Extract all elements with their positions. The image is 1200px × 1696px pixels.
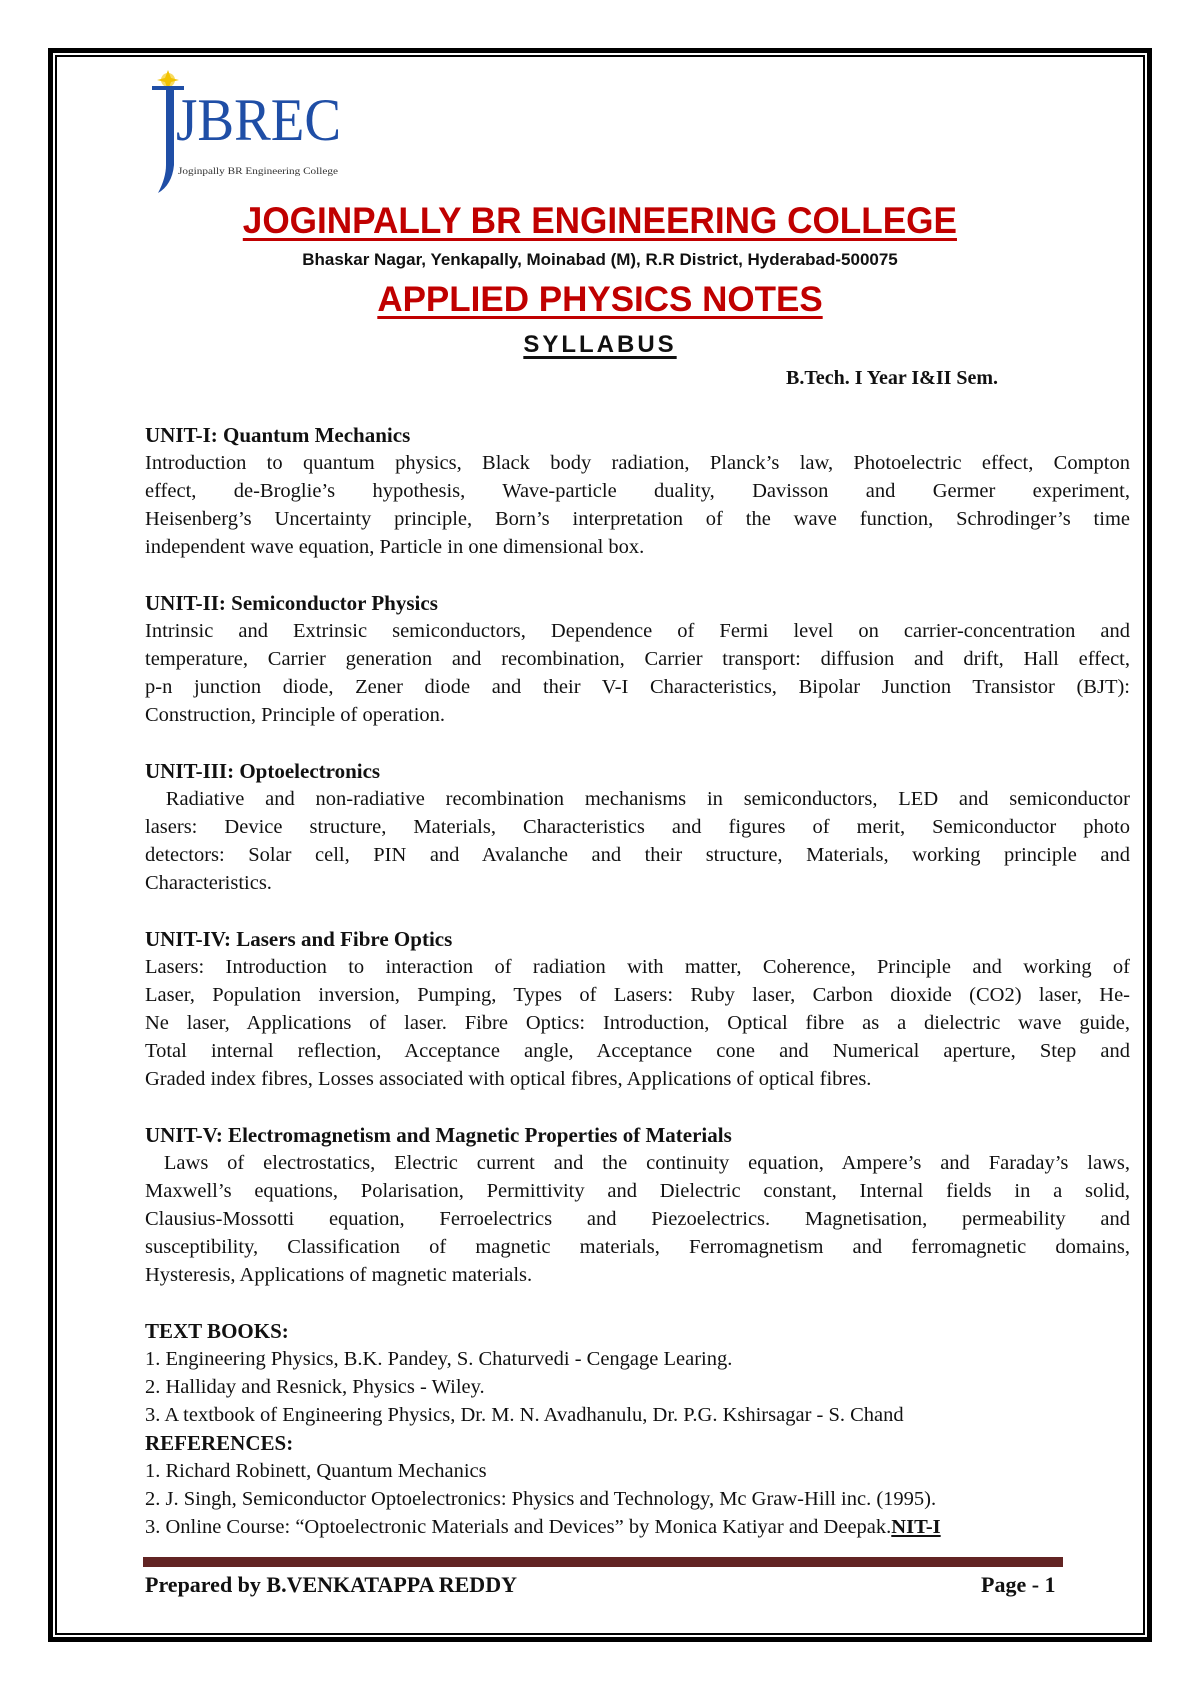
text-book-item: 2. Halliday and Resnick, Physics - Wiley. [145, 1376, 485, 1398]
college-logo [148, 70, 343, 195]
unit-text-line: Maxwell’s equations, Polarisation, Permittivity and Dielectric constant, Internal fields in a solid, [145, 1180, 1130, 1202]
unit-text-line: independent wave equation, Particle in one dimensional box. [145, 536, 645, 558]
syllabus-body [145, 421, 1130, 1541]
unit-text-line: temperature, Carrier generation and recombination, Carrier transport: diffusion and drift, Hall effect, [145, 648, 1130, 670]
semester-label: B.Tech. I Year I&II Sem. [786, 367, 999, 389]
unit-text-line: lasers: Device structure, Materials, Characteristics and figures of merit, Semiconductor photo [145, 816, 1130, 838]
logo-subtitle-text: Joginpally BR Engineering College [178, 166, 339, 176]
unit-text-line: Total internal reflection, Acceptance angle, Acceptance cone and Numerical aperture, Step and [145, 1040, 1130, 1062]
unit-text-line: p-n junction diode, Zener diode and their V-I Characteristics, Bipolar Junction Transistor (BJT): [145, 676, 1130, 698]
unit-section [145, 589, 1130, 729]
unit-heading: UNIT-III: Optoelectronics [145, 759, 381, 783]
unit-section [145, 1121, 1130, 1289]
logo-mark-text: JBREC [176, 87, 341, 153]
unit-text-line: Radiative and non-radiative recombination mechanisms in semiconductors, LED and semiconductor [145, 788, 1130, 810]
text-book-item: 1. Engineering Physics, B.K. Pandey, S. Chaturvedi - Cengage Learing. [145, 1348, 733, 1370]
unit-section [145, 421, 1130, 561]
unit-heading: UNIT-IV: Lasers and Fibre Optics [145, 927, 453, 951]
reference-link-nit[interactable]: NIT-I [891, 1516, 941, 1538]
unit-text-line: Hysteresis, Applications of magnetic materials. [145, 1264, 533, 1286]
references-heading: REFERENCES: [145, 1431, 294, 1455]
reference-item: 1. Richard Robinett, Quantum Mechanics [145, 1460, 487, 1482]
college-name [0, 200, 1200, 242]
unit-text-line: Introduction to quantum physics, Black body radiation, Planck’s law, Photoelectric effect, Compton [145, 452, 1130, 474]
reference-item: 2. J. Singh, Semiconductor Optoelectronics: Physics and Technology, Mc Graw-Hill inc. (1995). [145, 1488, 937, 1510]
text-book-item: 3. A textbook of Engineering Physics, Dr. M. N. Avadhanulu, Dr. P.G. Kshirsagar - S. Chand [145, 1404, 904, 1426]
footer-page-number: Page - 1 [981, 1572, 1056, 1597]
reference-text: 3. Online Course: “Optoelectronic Materials and Devices” by Monica Katiyar and Deepak. [145, 1516, 892, 1538]
unit-heading: UNIT-I: Quantum Mechanics [145, 423, 411, 447]
unit-section [145, 925, 1130, 1093]
text-books-heading: TEXT BOOKS: [145, 1319, 289, 1343]
unit-section [145, 757, 1130, 897]
document-title-text: APPLIED PHYSICS NOTES [377, 280, 823, 319]
unit-heading: UNIT-V: Electromagnetism and Magnetic Properties of Materials [145, 1123, 732, 1147]
section-title [0, 331, 1200, 359]
unit-text-line: susceptibility, Classification of magnetic materials, Ferromagnetism and ferromagnetic domains, [145, 1236, 1130, 1258]
references [145, 1429, 1130, 1541]
document-title [0, 280, 1200, 320]
unit-text-line: Characteristics. [145, 872, 272, 894]
unit-text-line: effect, de-Broglie’s hypothesis, Wave-particle duality, Davisson and Germer experiment, [145, 480, 1130, 502]
footer-divider [143, 1557, 1063, 1567]
unit-text-line: Laws of electrostatics, Electric current and the continuity equation, Ampere’s and Faraday’s laws, [145, 1152, 1130, 1174]
text-books [145, 1317, 1130, 1429]
unit-text-line: Clausius-Mossotti equation, Ferroelectrics and Piezoelectrics. Magnetisation, permeability and [145, 1208, 1130, 1230]
unit-text-line: Intrinsic and Extrinsic semiconductors, Dependence of Fermi level on carrier-concentration and [145, 620, 1130, 642]
reference-item [145, 1513, 1130, 1541]
footer-author: Prepared by B.VENKATAPPA REDDY [145, 1572, 517, 1597]
unit-text-line: Construction, Principle of operation. [145, 704, 446, 726]
unit-text-line: Heisenberg’s Uncertainty principle, Born’s interpretation of the wave function, Schrodinger’s time [145, 508, 1130, 530]
units-list [145, 421, 1130, 1289]
unit-text-line: Ne laser, Applications of laser. Fibre Optics: Introduction, Optical fibre as a dielectric wave guide, [145, 1012, 1130, 1034]
unit-text-line: Graded index fibres, Losses associated with optical fibres, Applications of optical fibres. [145, 1068, 872, 1090]
unit-heading: UNIT-II: Semiconductor Physics [145, 591, 438, 615]
unit-text-line: detectors: Solar cell, PIN and Avalanche and their structure, Materials, working principle and [145, 844, 1130, 866]
college-address: Bhaskar Nagar, Yenkapally, Moinabad (M), R.R District, Hyderabad-500075 [302, 250, 898, 269]
college-name-text: JOGINPALLY BR ENGINEERING COLLEGE [242, 200, 958, 241]
unit-text-line: Laser, Population inversion, Pumping, Types of Lasers: Ruby laser, Carbon dioxide (CO2) laser, He- [145, 984, 1130, 1006]
unit-text-line: Lasers: Introduction to interaction of radiation with matter, Coherence, Principle and working of [145, 956, 1130, 978]
section-title-text: SYLLABUS [523, 331, 677, 358]
